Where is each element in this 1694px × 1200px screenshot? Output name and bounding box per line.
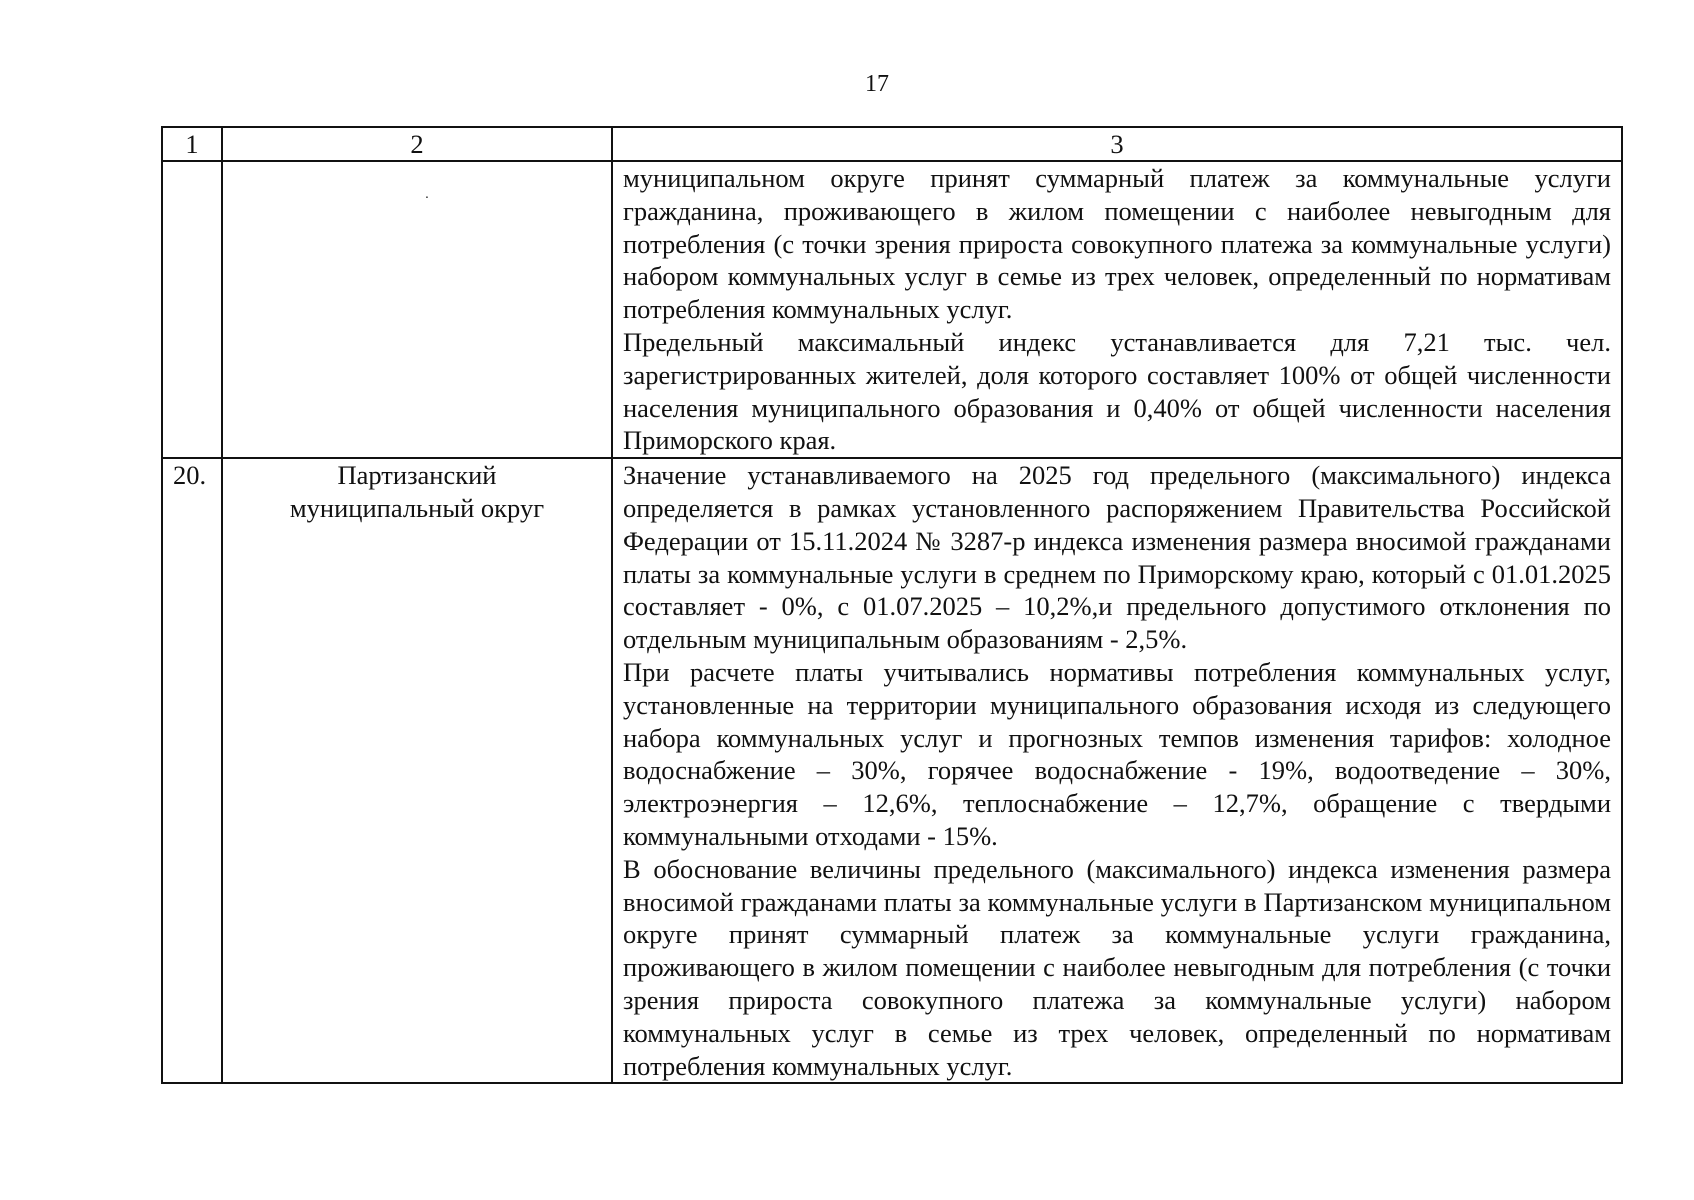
column-header-1: 1 (162, 127, 222, 161)
municipality-name-cell (222, 458, 612, 1083)
column-header-2: 2 (222, 127, 612, 161)
justification-text-cell (612, 458, 1622, 1083)
stray-mark: · (424, 191, 430, 206)
table-row-continuation (162, 161, 1622, 458)
municipal-index-table (161, 126, 1623, 1084)
paragraph: В обоснование величины предельного (максимального) индекса изменения размера вносимой гражданами платы за коммунальные услуги в Партизанском муниципальном округе принят суммарный платеж за коммунальные услуги гражданина, проживающего в жилом помещении с наиболее невыгодным для потребления (с точки зрения прироста совокупного платежа за коммунальные услуги) набором коммунальных услуг в семье из трех человек, определенный по нормативам потребления коммунальных услуг. (623, 853, 1611, 1081)
paragraph: При расчете платы учитывались нормативы потребления коммунальных услуг, установленные на территории муниципального образования исходя из следующего набора коммунальных услуг и прогнозных темпов изменения тарифов: холодное водоснабжение – 30%, горячее водоснабжение - 19%, водоотведение – 30%, электроэнергия – 12,6%, теплоснабжение – 12,7%, обращение с твердыми коммунальными отходами - 15%. (623, 656, 1611, 851)
row-number-cell (162, 161, 222, 458)
row-number-cell: 20. (162, 458, 222, 1083)
justification-text-cell (612, 161, 1622, 458)
municipality-name-line: Партизанский (337, 460, 497, 491)
municipality-name-line: муниципальный округ (289, 492, 545, 523)
column-header-3: 3 (612, 127, 1622, 161)
table-row-20 (162, 458, 1622, 1083)
page-number: 17 (865, 71, 889, 97)
paragraph: Предельный максимальный индекс устанавливается для 7,21 тыс. чел. зарегистрированных жителей, доля которого составляет 100% от общей численности населения муниципального образования и 0,40% от общей численности населения Приморского края. (623, 326, 1611, 456)
paragraph: муниципальном округе принят суммарный платеж за коммунальные услуги гражданина, проживающего в жилом помещении с наиболее невыгодным для потребления (с точки зрения прироста совокупного платежа за коммунальные услуги) набором коммунальных услуг в семье из трех человек, определенный по нормативам потребления коммунальных услуг. (623, 163, 1611, 325)
table-header-row (162, 127, 1622, 161)
municipality-name-cell (222, 161, 612, 458)
paragraph: Значение устанавливаемого на 2025 год предельного (максимального) индекса определяется в рамках установленного распоряжением Правительства Российской Федерации от 15.11.2024 № 3287-р индекса изменения размера вносимой гражданами платы за коммунальные услуги в среднем по Приморскому краю, который с 01.01.2025 составляет - 0%, с 01.07.2025 – 10,2%,и предельного допустимого отклонения по отдельным муниципальным образованиям - 2,5%. (623, 460, 1611, 655)
